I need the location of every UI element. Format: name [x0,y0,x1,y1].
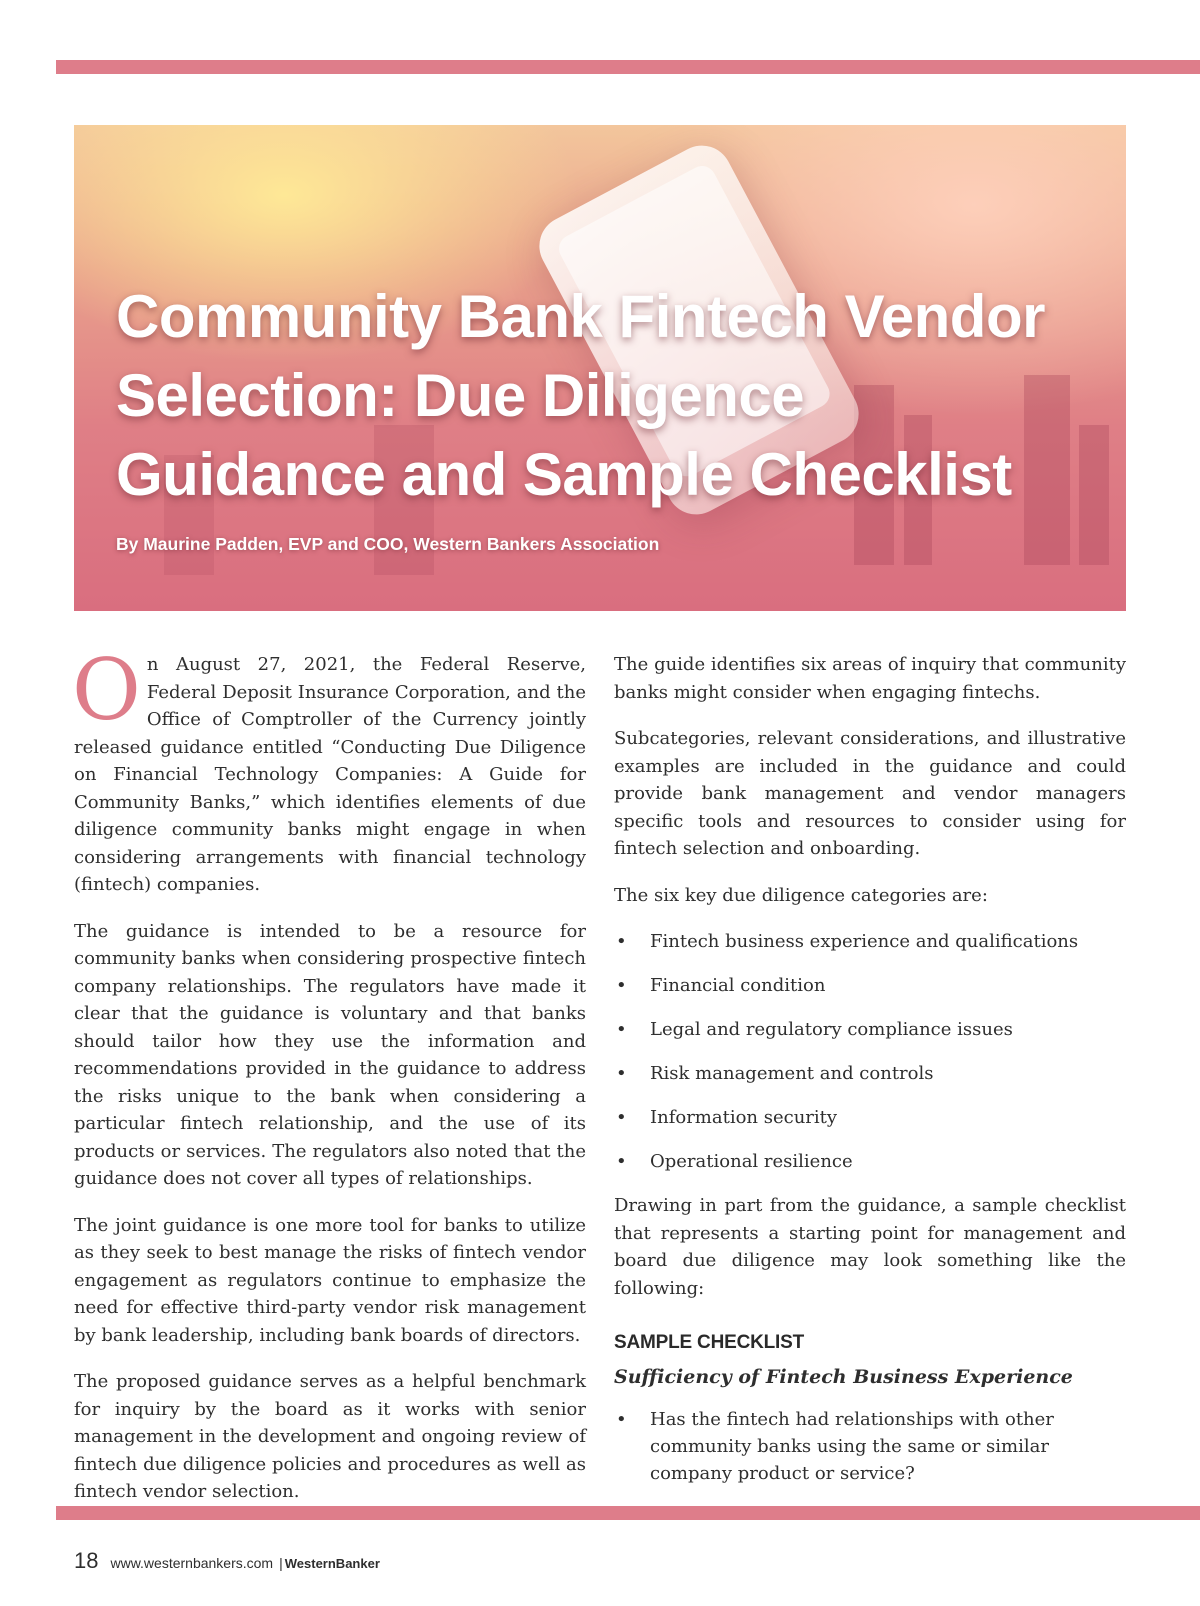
page-footer [74,1548,380,1574]
hero-banner [74,125,1126,611]
footer-separator: | [279,1555,283,1571]
list-item: • Information security [614,1104,1126,1131]
paragraph-guidance-resource: The guidance is intended to be a resource for community banks when considering prospective fintech company relationships. The regulators have made it clear that the guidance is voluntary and that banks should tailor how they use the information and recommendations provided in the guidance to address the risks unique to the bank when considering a particular fintech relationship, and the use of its products or services. The regulators also noted that the guidance does not cover all types of relationships. [74,920,586,1189]
paragraph-categories-intro: The six key due diligence categories are: [614,884,988,906]
publication-name: WesternBanker [284,1556,380,1571]
categories-list [614,928,1126,1175]
article-byline: By Maurine Padden, EVP and COO, Western Bankers Association [116,534,660,554]
list-item: • Financial condition [614,972,1126,999]
left-column [72,641,586,1525]
list-item: • Risk management and controls [614,1060,1126,1087]
checklist-heading: SAMPLE CHECKLIST [614,1332,804,1353]
list-item: • Operational resilience [614,1148,1126,1175]
checklist-subheading: Sufficiency of Fintech Business Experience [614,1366,1073,1388]
paragraph-intro-text: n August 27, 2021, the Federal Reserve, Federal Deposit Insurance Corporation, and the Office of Comptroller of the Currency jointly released guidance entitled “Conducting Due Diligence on Financial Technology Companies: A Guide for Community Banks,” which identifies elements of due diligence community banks might engage in when considering arrangements with financial technology (fintech) companies. [74,654,586,895]
paragraph-proposed-guidance: The proposed guidance serves as a helpful benchmark for inquiry by the board as it works with senior management in the development and ongoing review of fintech due diligence policies and procedures as well as fintech vendor selection. [74,1371,586,1502]
paragraph-subcategories: Subcategories, relevant considerations, and illustrative examples are included in the guidance and could provide bank management and vendor managers specific tools and resources to consider using for fintech selection and onboarding. [614,728,1126,859]
top-accent-rule [56,60,1200,74]
right-column [614,651,1126,1504]
bottom-accent-rule [56,1506,1200,1520]
checklist-items [614,1406,1126,1487]
paragraph-checklist-intro: Drawing in part from the guidance, a sample checklist that represents a starting point for management and board due diligence may look something like the following: [614,1195,1126,1299]
article-title: Community Bank Fintech Vendor Selection: Due Diligence Guidance and Sample Checklist [116,283,1045,508]
paragraph-joint-guidance: The joint guidance is one more tool for banks to utilize as they seek to best manage the risks of fintech vendor engagement as regulators continue to emphasize the need for effective third-party vendor risk management by bank leadership, including bank boards of directors. [74,1214,586,1346]
list-item: • Legal and regulatory compliance issues [614,1016,1126,1043]
drop-cap: O [72,641,141,739]
list-item: • Fintech business experience and qualifications [614,928,1126,955]
page-number: 18 [74,1548,99,1573]
paragraph-six-areas: The guide identifies six areas of inquiry that community banks might consider when engaging fintechs. [614,654,1126,703]
paragraph-intro [72,641,586,899]
footer-url[interactable]: www.westernbankers.com [110,1555,274,1571]
skyline-building [1079,425,1109,565]
list-item: • Has the fintech had relationships with other community banks using the same or similar company product or service? [614,1406,1126,1487]
